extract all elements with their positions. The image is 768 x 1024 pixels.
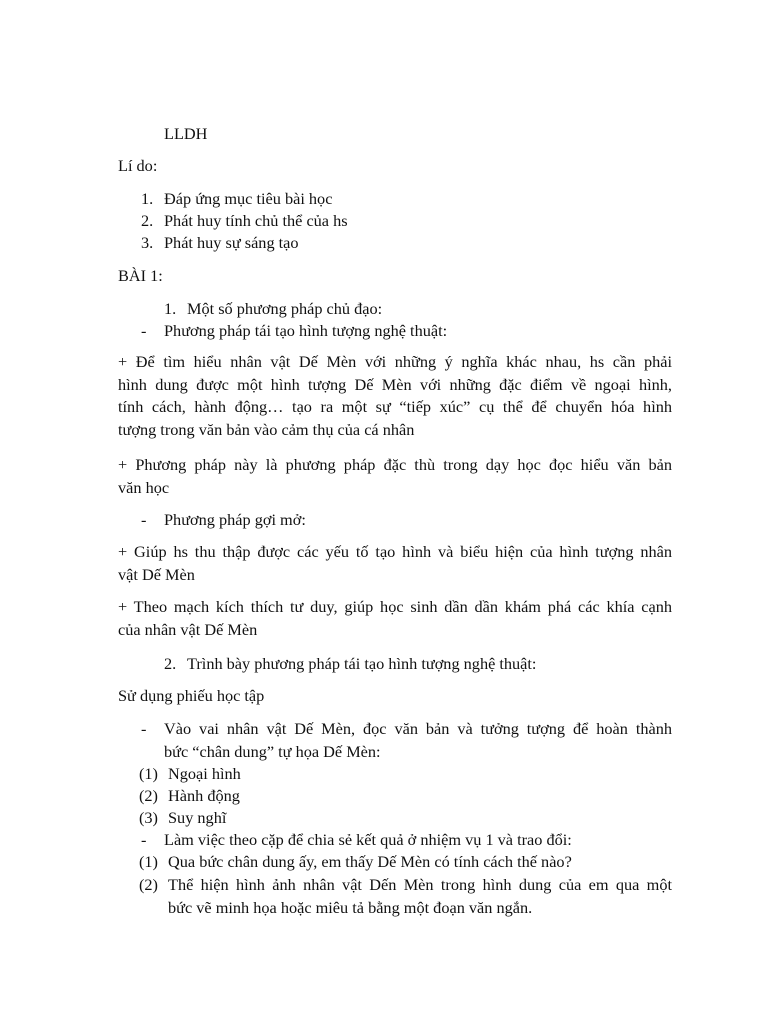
paragraph-line: + Giúp hs thu thập được các yếu tố tạo hình và biểu hiện của hình tượng nhân [118,542,672,561]
task-item: Qua bức chân dung ấy, em thấy Dế Mèn có tính cách thế nào? [168,852,572,871]
list-dash: - [141,719,147,738]
section-heading: Một số phương pháp chủ đạo: [187,299,383,318]
task-line: Thể hiện hình ảnh nhân vật Dến Mèn trong hình dung của em qua một [168,875,672,894]
list-number: 2. [141,211,154,230]
paragraph-line: tượng trong văn bản vào cảm thụ của cá nhân [118,419,415,439]
reason-item: Phát huy sự sáng tạo [164,233,299,252]
list-dash: - [141,830,147,849]
paragraph-line: + Theo mạch kích thích tư duy, giúp học sinh dần dần khám phá các khía cạnh [118,597,672,616]
paragraph-line: của nhân vật Dế Mèn [118,619,258,639]
list-number: (2) [139,786,158,805]
task-text [164,718,672,763]
list-number: (3) [139,808,158,827]
paragraph-line: + Để tìm hiểu nhân vật Dế Mèn với những ý nghĩa khác nhau, hs cần phải [118,352,672,371]
list-number: 3. [141,233,154,252]
paragraph-line: vật Dế Mèn [118,564,195,584]
lesson-label: BÀI 1: [118,266,163,285]
task-item: Hành động [168,786,240,805]
paragraph [118,541,672,586]
list-dash: - [141,510,147,529]
list-number: (2) [139,875,158,894]
section-number: 1. [164,299,177,318]
document-title: LLDH [164,124,208,143]
paragraph-line: hình dung được một hình tượng Dế Mèn với những đặc điểm về ngoại hình, [118,374,672,394]
reason-item: Phát huy tính chủ thể của hs [164,211,348,230]
reason-label: Lí do: [118,156,158,175]
paragraph-line: văn học [118,477,170,497]
method-heading: Phương pháp tái tạo hình tượng nghệ thuật: [164,321,448,340]
task-item: Ngoại hình [168,764,241,783]
paragraph-line: + Phương pháp này là phương pháp đặc thù trong dạy học đọc hiểu văn bản [118,455,672,474]
paragraph [118,596,672,641]
paragraph [118,351,672,441]
task-text: Làm việc theo cặp để chia sẻ kết quả ở nhiệm vụ 1 và trao đổi: [164,830,572,849]
list-number: 1. [141,189,154,208]
list-dash: - [141,321,147,340]
list-number: (1) [139,764,158,783]
task-line: bức “chân dung” tự họa Dế Mèn: [164,741,381,761]
task-item [168,874,672,919]
list-number: (1) [139,852,158,871]
worksheet-label: Sử dụng phiếu học tập [118,686,265,705]
task-line: Vào vai nhân vật Dế Mèn, đọc văn bản và tưởng tượng để hoàn thành [164,719,672,738]
paragraph-line: tính cách, hành động… tạo ra một sự “tiếp xúc” cụ thể để chuyển hóa hình [118,397,672,416]
method-heading: Phương pháp gợi mở: [164,510,306,529]
task-item: Suy nghĩ [168,808,227,827]
task-line: bức vẽ minh họa hoặc miêu tả bằng một đoạn văn ngắn. [168,897,533,917]
paragraph [118,454,672,499]
reason-item: Đáp ứng mục tiêu bài học [164,189,333,208]
section-number: 2. [164,654,177,673]
section-heading: Trình bày phương pháp tái tạo hình tượng nghệ thuật: [187,654,537,673]
